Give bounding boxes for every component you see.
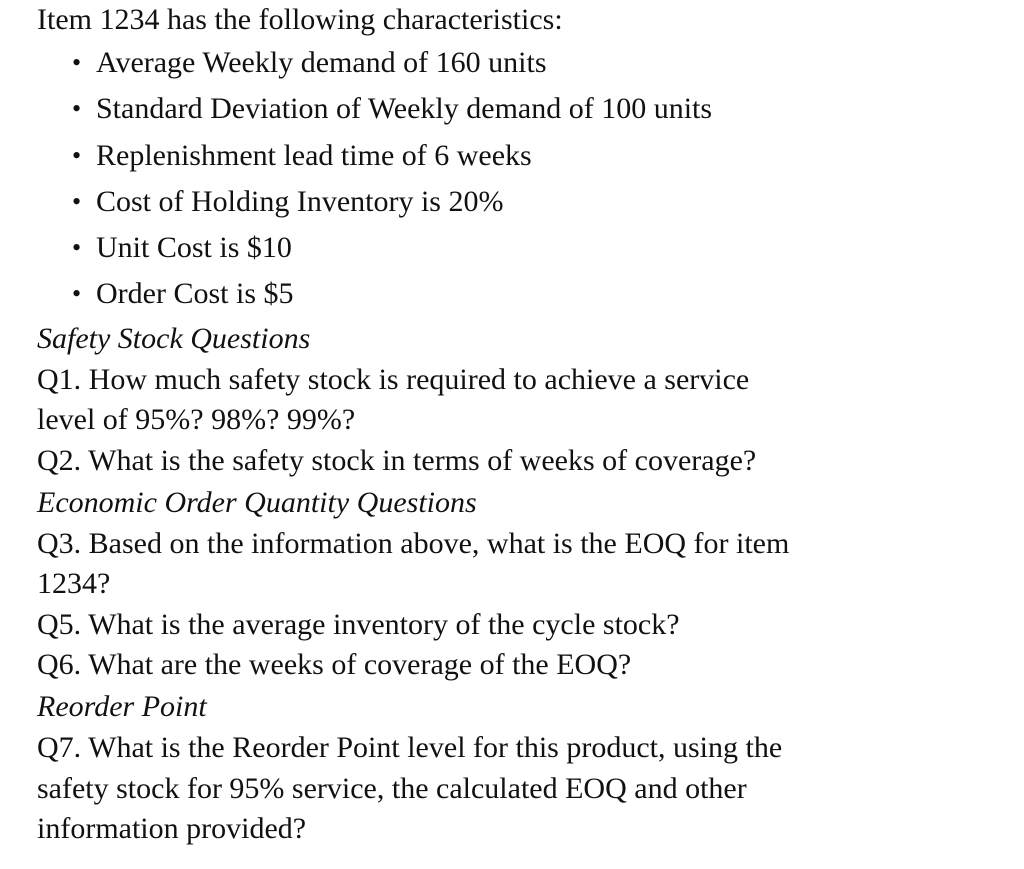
bullet-icon: •	[72, 233, 82, 263]
question-q2	[37, 441, 997, 482]
document-body	[37, 0, 997, 850]
list-item	[37, 225, 997, 271]
question-line: Q3. Based on the information above, what is the EOQ for item	[37, 526, 790, 560]
question-line: safety stock for 95% service, the calculated EOQ and other	[37, 771, 747, 805]
question-q1	[37, 360, 997, 441]
section-heading-safety-stock: Safety Stock Questions	[37, 321, 311, 355]
section-heading-eoq: Economic Order Quantity Questions	[37, 485, 477, 519]
bullet-icon: •	[72, 94, 82, 124]
characteristic-text: Unit Cost is $10	[96, 231, 292, 265]
characteristic-text: Order Cost is $5	[96, 277, 294, 311]
characteristic-text: Standard Deviation of Weekly demand of 100 units	[96, 92, 713, 126]
list-item	[37, 179, 997, 225]
bullet-icon: •	[72, 140, 82, 170]
bullet-icon: •	[72, 48, 82, 77]
bullet-icon: •	[72, 186, 82, 216]
question-q3	[37, 524, 997, 605]
question-line: information provided?	[37, 812, 307, 846]
list-item	[37, 133, 997, 179]
question-q5	[37, 605, 997, 646]
list-item	[37, 86, 997, 132]
question-q7	[37, 728, 997, 850]
list-item	[37, 271, 997, 317]
characteristic-text: Cost of Holding Inventory is 20%	[96, 184, 504, 218]
question-line: Q5. What is the average inventory of the cycle stock?	[37, 607, 680, 641]
question-line: Q1. How much safety stock is required to achieve a service	[37, 362, 750, 396]
question-line: Q2. What is the safety stock in terms of weeks of coverage?	[37, 443, 757, 477]
section-heading-reorder-point: Reorder Point	[37, 689, 207, 723]
characteristic-text: Replenishment lead time of 6 weeks	[96, 138, 532, 172]
question-line: 1234?	[37, 567, 111, 601]
question-line: Q7. What is the Reorder Point level for this product, using the	[37, 730, 783, 764]
question-q6	[37, 645, 997, 686]
characteristic-text: Average Weekly demand of 160 units	[96, 46, 547, 79]
characteristics-list	[37, 40, 997, 318]
question-line: level of 95%? 98%? 99%?	[37, 403, 356, 437]
bullet-icon: •	[72, 279, 82, 309]
intro-text: Item 1234 has the following characteristics:	[37, 3, 563, 36]
question-line: Q6. What are the weeks of coverage of the EOQ?	[37, 648, 632, 682]
list-item	[37, 40, 997, 86]
